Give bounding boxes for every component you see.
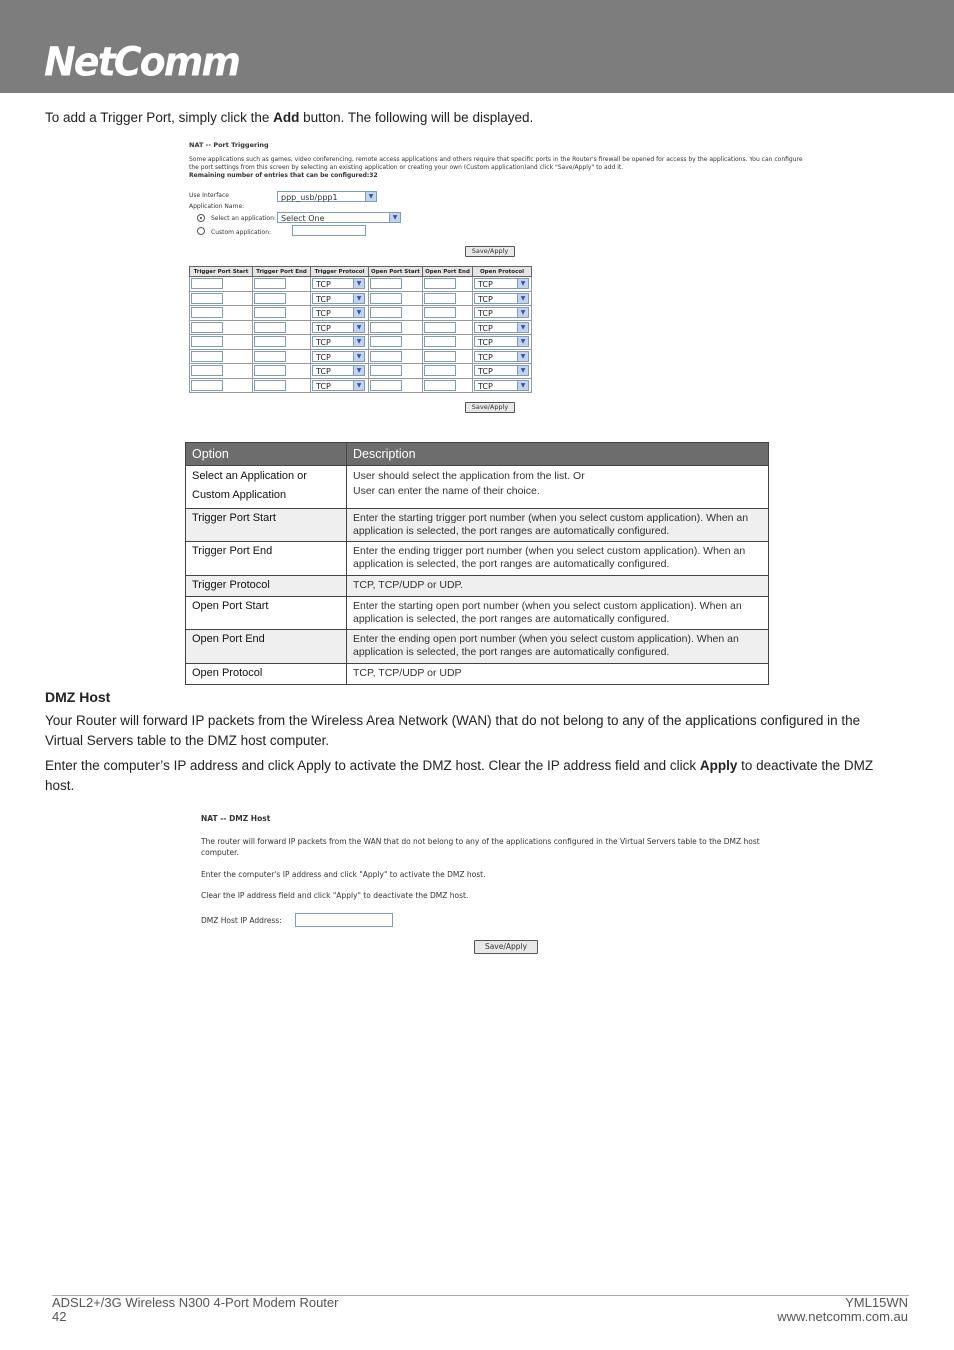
- application-select[interactable]: [277, 212, 401, 223]
- table-cell: [190, 335, 253, 350]
- chevron-down-icon: ▼: [389, 213, 400, 222]
- description-text: Enter the ending open port number (when you select custom application). When an: [353, 633, 739, 645]
- description-cell: TCP, TCP/UDP or UDP: [347, 664, 769, 685]
- trigger-desc-2: the port settings from this screen by selecting an existing application or creating your own (Custom application)and click "Save/Apply" to add it.: [189, 164, 624, 171]
- protocol-value: TCP: [478, 309, 493, 318]
- description-header: Description: [347, 443, 769, 466]
- intro-text: To add a Trigger Port, simply click the: [45, 110, 274, 125]
- table-cell: [369, 335, 423, 350]
- table-cell: [311, 349, 369, 364]
- trigger-desc-1: Some applications such as games, video conferencing, remote access applications and others require that specific ports in the Router's firewall be opened for access by the applications. You can configure: [189, 156, 803, 163]
- table-row: [186, 664, 769, 685]
- option-text: Select an Application or: [192, 470, 307, 482]
- trigger-remaining: Remaining number of entries that can be configured:32: [189, 172, 378, 179]
- open-port-start-input[interactable]: [370, 322, 402, 333]
- table-cell: [253, 364, 311, 379]
- select-application-radio[interactable]: [197, 214, 205, 222]
- chevron-down-icon: ▼: [517, 366, 528, 375]
- dmz-save-apply-button[interactable]: Save/Apply: [474, 940, 538, 954]
- chevron-down-icon: ▼: [353, 337, 364, 346]
- chevron-down-icon: ▼: [365, 192, 376, 201]
- trigger-protocol-select[interactable]: [312, 380, 365, 391]
- chevron-down-icon: ▼: [517, 337, 528, 346]
- trigger-protocol-select[interactable]: [312, 365, 365, 376]
- open-port-end-input[interactable]: [424, 336, 456, 347]
- open-protocol-select[interactable]: [474, 380, 529, 391]
- description-text: Enter the starting open port number (when you select custom application). When an: [353, 600, 742, 612]
- trigger-protocol-select[interactable]: [312, 307, 365, 318]
- chevron-down-icon: ▼: [517, 323, 528, 332]
- protocol-value: TCP: [316, 381, 331, 391]
- option-cell: [186, 466, 347, 509]
- option-cell: Open Port Start: [186, 597, 347, 630]
- trigger-port-end-input[interactable]: [254, 322, 286, 333]
- description-cell: [347, 466, 769, 509]
- dmz-ip-label: DMZ Host IP Address:: [201, 916, 282, 925]
- open-protocol-select[interactable]: [474, 307, 529, 318]
- dmz-paragraph-1: [45, 711, 910, 751]
- chevron-down-icon: ▼: [353, 352, 364, 361]
- protocol-value: TCP: [478, 294, 493, 304]
- table-cell: [190, 291, 253, 306]
- chevron-down-icon: ▼: [517, 279, 528, 288]
- trigger-port-end-input[interactable]: [254, 365, 286, 376]
- trigger-port-start-input[interactable]: [191, 307, 223, 318]
- table-cell: [311, 378, 369, 393]
- description-cell: [347, 509, 769, 542]
- table-cell: [311, 320, 369, 335]
- chevron-down-icon: ▼: [517, 308, 528, 317]
- table-cell: [473, 320, 532, 335]
- open-port-start-input[interactable]: [370, 336, 402, 347]
- intro-bold-add: Add: [273, 110, 300, 125]
- table-row: [186, 576, 769, 597]
- custom-application-label: Custom application:: [211, 229, 272, 236]
- dmz-para2-text-end: to deactivate the DMZ: [737, 758, 874, 773]
- trigger-protocol-select[interactable]: [312, 322, 365, 333]
- protocol-value: TCP: [478, 280, 493, 289]
- dmz-para2-text: Enter the computer’s IP address and click Apply to activate the DMZ host. Clear the IP address field and click: [45, 758, 700, 773]
- col-trigger-port-start: Trigger Port Start: [190, 267, 253, 277]
- footer-model: YML15WN: [845, 1295, 908, 1310]
- option-description-table: [185, 442, 769, 685]
- table-cell: [423, 277, 473, 292]
- dmz-paragraph-2: [45, 756, 910, 796]
- option-cell: Trigger Port End: [186, 542, 347, 576]
- trigger-port-end-input[interactable]: [254, 336, 286, 347]
- trigger-port-start-input[interactable]: [191, 278, 223, 289]
- protocol-value: TCP: [478, 367, 493, 376]
- dmz-para2-line2: host.: [45, 778, 75, 793]
- table-row: [190, 364, 532, 379]
- table-cell: [423, 306, 473, 321]
- use-interface-select[interactable]: [277, 191, 377, 202]
- dmz-para2-bold-apply: Apply: [699, 758, 738, 773]
- table-cell: [423, 335, 473, 350]
- custom-application-input[interactable]: [292, 225, 366, 236]
- col-trigger-port-end: Trigger Port End: [253, 267, 311, 277]
- protocol-value: TCP: [316, 294, 331, 304]
- trigger-port-start-input[interactable]: [191, 365, 223, 376]
- table-cell: [253, 306, 311, 321]
- open-port-end-input[interactable]: [424, 365, 456, 376]
- dmz-heading: DMZ Host: [45, 689, 111, 705]
- table-cell: [369, 291, 423, 306]
- table-cell: [473, 335, 532, 350]
- table-cell: [369, 364, 423, 379]
- protocol-value: TCP: [478, 352, 493, 362]
- trigger-port-end-input[interactable]: [254, 278, 286, 289]
- description-cell: [347, 630, 769, 664]
- table-cell: [190, 277, 253, 292]
- table-cell: [369, 320, 423, 335]
- table-row: [186, 630, 769, 664]
- trigger-port-end-input[interactable]: [254, 293, 286, 304]
- table-row: [190, 320, 532, 335]
- trigger-protocol-select[interactable]: [312, 278, 365, 289]
- table-cell: [369, 378, 423, 393]
- protocol-value: TCP: [316, 280, 331, 289]
- chevron-down-icon: ▼: [517, 381, 528, 390]
- open-port-end-input[interactable]: [424, 278, 456, 289]
- table-cell: [473, 277, 532, 292]
- open-protocol-select[interactable]: [474, 365, 529, 376]
- chevron-down-icon: ▼: [353, 294, 364, 303]
- option-header: Option: [186, 443, 347, 466]
- open-port-start-input[interactable]: [370, 351, 402, 362]
- table-cell: [190, 378, 253, 393]
- option-cell: Open Port End: [186, 630, 347, 664]
- description-text: User can enter the name of their choice.: [353, 485, 540, 497]
- table-cell: [253, 335, 311, 350]
- table-row: [186, 466, 769, 509]
- protocol-value: TCP: [316, 323, 331, 333]
- trigger-port-end-input[interactable]: [254, 351, 286, 362]
- trigger-protocol-select[interactable]: [312, 351, 365, 362]
- option-cell: Trigger Port Start: [186, 509, 347, 542]
- open-protocol-select[interactable]: [474, 278, 529, 289]
- col-trigger-protocol: Trigger Protocol: [311, 267, 369, 277]
- save-apply-button-top[interactable]: Save/Apply: [465, 246, 515, 257]
- open-port-start-input[interactable]: [370, 380, 402, 391]
- trigger-protocol-select[interactable]: [312, 293, 365, 304]
- trigger-port-start-input[interactable]: [191, 351, 223, 362]
- protocol-value: TCP: [316, 352, 331, 362]
- intro-paragraph: [45, 108, 910, 128]
- trigger-port-start-input[interactable]: [191, 380, 223, 391]
- description-cell: [347, 542, 769, 576]
- table-cell: [473, 364, 532, 379]
- use-interface-value: ppp_usb/ppp1: [281, 193, 338, 202]
- open-port-start-input[interactable]: [370, 278, 402, 289]
- use-interface-label: Use Interface: [189, 192, 229, 199]
- table-cell: [311, 277, 369, 292]
- save-apply-button-bottom[interactable]: Save/Apply: [465, 402, 515, 413]
- description-text: application is selected, the port ranges are automatically configured.: [353, 524, 670, 537]
- description-cell: TCP, TCP/UDP or UDP.: [347, 576, 769, 597]
- chevron-down-icon: ▼: [517, 294, 528, 303]
- description-cell: [347, 597, 769, 630]
- option-cell: Trigger Protocol: [186, 576, 347, 597]
- open-protocol-select[interactable]: [474, 322, 529, 333]
- trigger-port-end-input[interactable]: [254, 307, 286, 318]
- open-port-end-input[interactable]: [424, 307, 456, 318]
- table-cell: [311, 364, 369, 379]
- table-cell: [253, 320, 311, 335]
- description-text: application is selected, the port ranges are automatically configured.: [353, 645, 670, 658]
- table-cell: [473, 306, 532, 321]
- table-cell: [423, 378, 473, 393]
- table-cell: [253, 291, 311, 306]
- chevron-down-icon: ▼: [517, 352, 528, 361]
- table-row: [190, 335, 532, 350]
- protocol-value: TCP: [316, 367, 331, 376]
- description-text: User should select the application from the list. Or: [353, 470, 585, 482]
- page-header: [0, 0, 954, 93]
- table-cell: [253, 378, 311, 393]
- table-cell: [423, 349, 473, 364]
- table-row: [186, 509, 769, 542]
- open-port-start-input[interactable]: [370, 307, 402, 318]
- table-cell: [311, 335, 369, 350]
- chevron-down-icon: ▼: [353, 308, 364, 317]
- col-open-protocol: Open Protocol: [473, 267, 532, 277]
- option-text: Custom Application: [192, 489, 287, 501]
- table-cell: [473, 378, 532, 393]
- table-cell: [369, 349, 423, 364]
- table-row: [186, 542, 769, 576]
- dmz-screen-line1: The router will forward IP packets from the WAN that do not belong to any of the applications configured in the Virtual Servers table to the DMZ host: [201, 837, 760, 846]
- table-cell: [311, 291, 369, 306]
- table-cell: [473, 349, 532, 364]
- table-cell: [369, 277, 423, 292]
- intro-text-end: button. The following will be displayed.: [299, 110, 534, 125]
- application-name-label: Application Name:: [189, 203, 245, 210]
- protocol-value: TCP: [478, 323, 493, 333]
- chevron-down-icon: ▼: [353, 279, 364, 288]
- open-port-start-input[interactable]: [370, 293, 402, 304]
- application-select-value: Select One: [281, 214, 325, 223]
- description-text: Enter the ending trigger port number (when you select custom application). When an: [353, 545, 746, 557]
- trigger-port-end-input[interactable]: [254, 380, 286, 391]
- option-cell: Open Protocol: [186, 664, 347, 685]
- dmz-screen-line3: Clear the IP address field and click "Apply" to deactivate the DMZ host.: [201, 891, 469, 900]
- table-row: [186, 597, 769, 630]
- select-application-label: Select an application:: [211, 215, 276, 222]
- footer-page-number: 42: [52, 1309, 67, 1324]
- open-protocol-select[interactable]: [474, 351, 529, 362]
- description-text: application is selected, the port ranges are automatically configured.: [353, 557, 670, 570]
- trigger-screen-title: NAT -- Port Triggering: [189, 141, 269, 149]
- dmz-screen-line2: Enter the computer's IP address and click "Apply" to activate the DMZ host.: [201, 870, 486, 879]
- protocol-value: TCP: [316, 338, 331, 347]
- trigger-port-start-input[interactable]: [191, 336, 223, 347]
- dmz-screen-title: NAT -- DMZ Host: [201, 814, 271, 823]
- table-cell: [253, 349, 311, 364]
- col-open-port-start: Open Port Start: [369, 267, 423, 277]
- col-open-port-end: Open Port End: [423, 267, 473, 277]
- footer-product: ADSL2+/3G Wireless N300 4-Port Modem Router: [52, 1295, 339, 1310]
- custom-application-radio[interactable]: [197, 227, 205, 235]
- footer-url: www.netcomm.com.au: [777, 1309, 908, 1324]
- chevron-down-icon: ▼: [353, 323, 364, 332]
- dmz-screen-line1b: computer.: [201, 848, 239, 857]
- protocol-value: TCP: [478, 381, 493, 391]
- table-cell: [190, 349, 253, 364]
- table-cell: [190, 364, 253, 379]
- table-cell: [311, 306, 369, 321]
- table-row: [190, 306, 532, 321]
- protocol-value: TCP: [316, 309, 331, 318]
- netcomm-logo: NetComm: [44, 38, 239, 86]
- trigger-port-start-input[interactable]: [191, 322, 223, 333]
- table-cell: [253, 277, 311, 292]
- table-cell: [369, 306, 423, 321]
- description-text: Enter the starting trigger port number (when you select custom application). When an: [353, 512, 749, 524]
- chevron-down-icon: ▼: [353, 366, 364, 375]
- table-cell: [423, 291, 473, 306]
- table-row: [190, 291, 532, 306]
- table-cell: [190, 320, 253, 335]
- open-protocol-select[interactable]: [474, 293, 529, 304]
- open-port-end-input[interactable]: [424, 322, 456, 333]
- dmz-ip-input[interactable]: [295, 913, 393, 927]
- table-cell: [423, 364, 473, 379]
- open-port-end-input[interactable]: [424, 380, 456, 391]
- open-port-end-input[interactable]: [424, 351, 456, 362]
- table-row: [190, 349, 532, 364]
- open-port-start-input[interactable]: [370, 365, 402, 376]
- protocol-value: TCP: [478, 338, 493, 347]
- trigger-port-table: [189, 266, 532, 393]
- open-port-end-input[interactable]: [424, 293, 456, 304]
- description-text: application is selected, the port ranges are automatically configured.: [353, 612, 670, 625]
- chevron-down-icon: ▼: [353, 381, 364, 390]
- trigger-port-start-input[interactable]: [191, 293, 223, 304]
- dmz-host-screenshot: [201, 814, 821, 959]
- trigger-protocol-select[interactable]: [312, 336, 365, 347]
- dmz-para1-line1: Your Router will forward IP packets from the Wireless Area Network (WAN) that do not belong to any of the applications configured in the: [45, 713, 861, 728]
- table-row: [190, 277, 532, 292]
- table-cell: [190, 306, 253, 321]
- table-row: [190, 378, 532, 393]
- open-protocol-select[interactable]: [474, 336, 529, 347]
- table-cell: [423, 320, 473, 335]
- table-cell: [473, 291, 532, 306]
- dmz-para1-line2: Virtual Servers table to the DMZ host computer.: [45, 733, 330, 748]
